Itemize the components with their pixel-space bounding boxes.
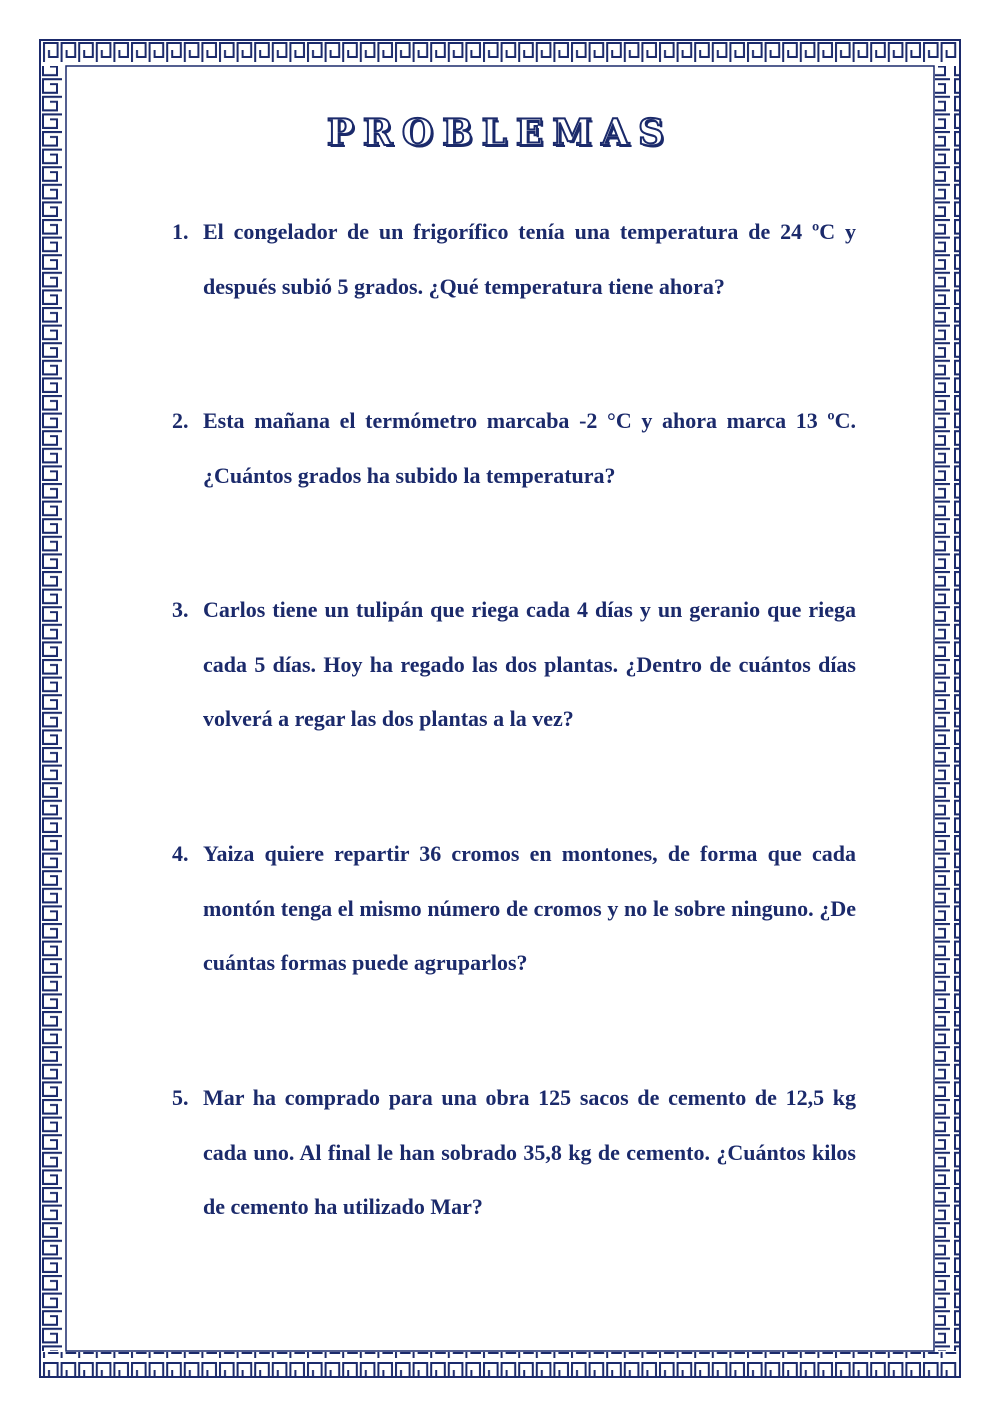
problem-item	[172, 583, 856, 747]
problem-item	[172, 205, 856, 314]
problem-item	[172, 827, 856, 991]
problem-text: Esta mañana el termómetro marcaba -2 °C y ahora marca 13 ºC. ¿Cuántos grados ha subido la temperatura?	[203, 408, 856, 488]
border-bottom-band	[42, 1352, 958, 1376]
problem-number: 1.	[172, 219, 189, 244]
problem-number: 3.	[172, 597, 189, 622]
page-title: PROBLEMAS	[326, 112, 674, 154]
problem-text: El congelador de un frigorífico tenía una temperatura de 24 ºC y después subió 5 grados. ¿Qué temperatura tiene ahora?	[203, 219, 856, 299]
problem-text: Mar ha comprado para una obra 125 sacos de cemento de 12,5 kg cada uno. Al final le han sobrado 35,8 kg de cemento. ¿Cuántos kilos de cemento ha utilizado Mar?	[203, 1085, 856, 1219]
border-top-band	[42, 41, 958, 65]
border-right-band	[935, 66, 959, 1351]
problem-item	[172, 1071, 856, 1235]
problem-item	[172, 394, 856, 503]
problem-text: Yaiza quiere repartir 36 cromos en montones, de forma que cada montón tenga el mismo número de cromos y no le sobre ninguno. ¿De cuántas formas puede agruparlos?	[203, 841, 856, 975]
problem-number: 2.	[172, 408, 189, 433]
problem-number: 5.	[172, 1085, 189, 1110]
problem-text: Carlos tiene un tulipán que riega cada 4 días y un geranio que riega cada 5 días. Hoy ha regado las dos plantas. ¿Dentro de cuántos días volverá a regar las dos plantas a la vez?	[203, 597, 856, 731]
problem-number: 4.	[172, 841, 189, 866]
border-left-band	[41, 66, 65, 1351]
